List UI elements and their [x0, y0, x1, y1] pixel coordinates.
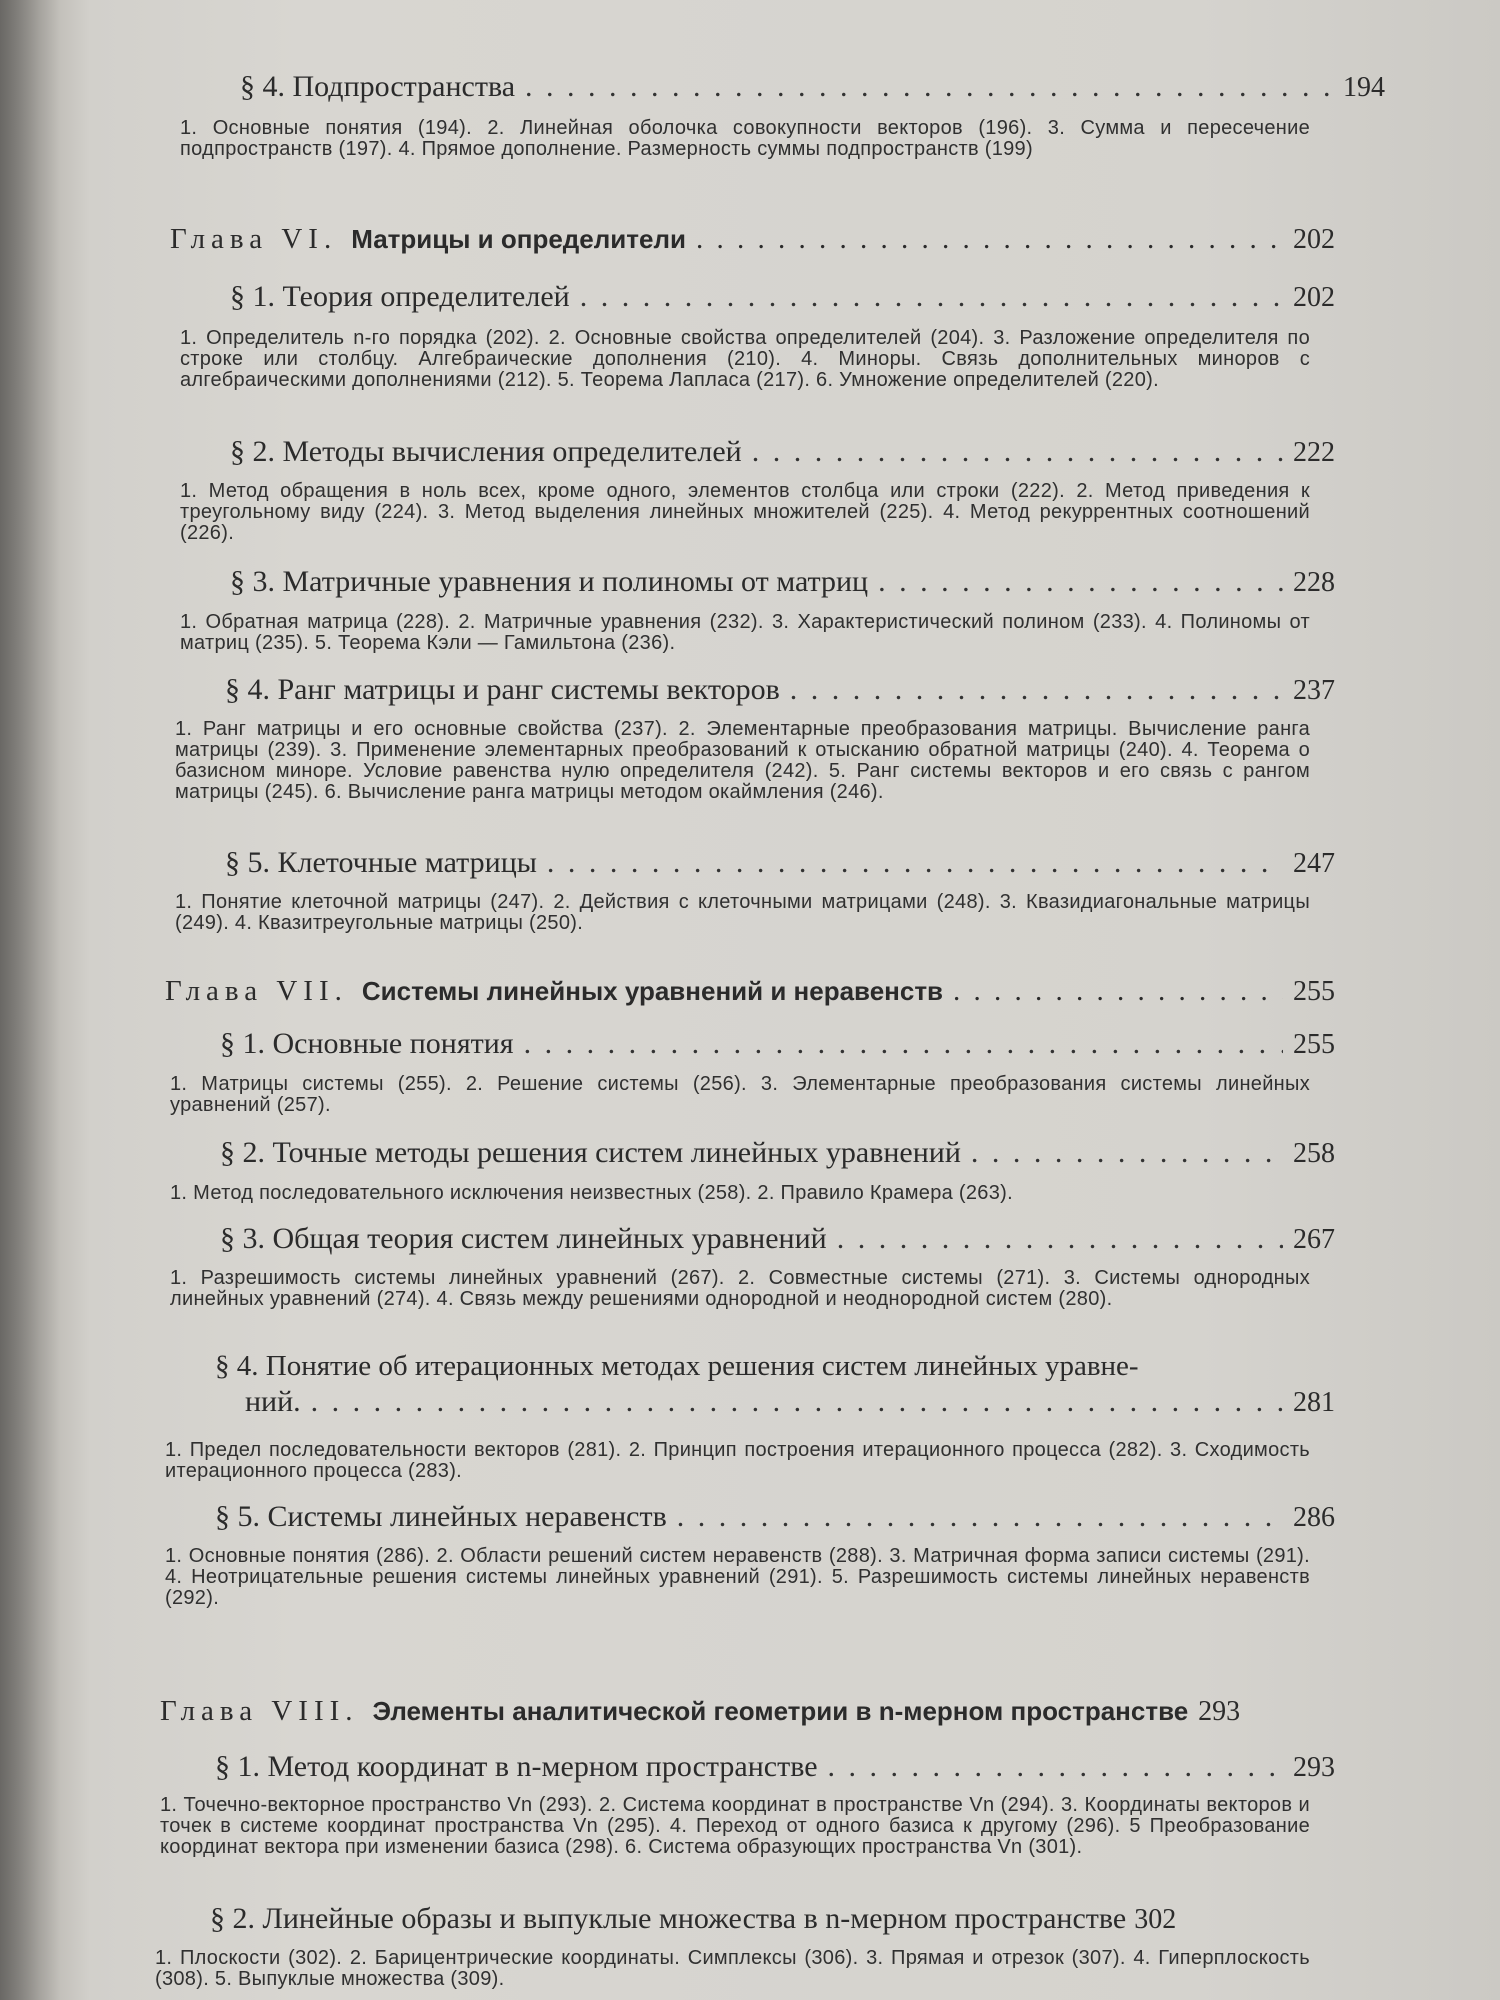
subsection-list: 1. Плоскости (302). 2. Барицентрические координаты. Симплексы (306). 3. Прямая и отрезок (307). 4. Гиперплоскость (308). 5. Выпуклые множества (309).	[155, 1947, 1310, 1990]
toc-chapter-entry	[155, 223, 1335, 256]
toc-section-entry	[155, 1902, 1335, 1936]
toc-section-entry	[155, 435, 1335, 469]
dot-leader	[953, 975, 1283, 1008]
subsection-list: 1. Точечно-векторное пространство Vn (293). 2. Система координат в пространстве Vn (294). 3. Координаты векторов и точек в системе координат пространства Vn (295). 4. Переход от одного базиса к другому (296). 5 Преобразование координат вектора при изменении базиса (298). 6. Система образующих пространства Vn (301).	[160, 1794, 1310, 1858]
page-number: 293	[1293, 1752, 1335, 1783]
page-number: 247	[1293, 848, 1335, 879]
toc-chapter-entry	[155, 1695, 1335, 1728]
subsection-list: 1. Понятие клеточной матрицы (247). 2. Действия с клеточными матрицами (248). 3. Квазидиагональные матрицы (249). 4. Квазитреугольные матрицы (250).	[175, 891, 1310, 934]
subsection-list: 1. Ранг матрицы и его основные свойства (237). 2. Элементарные преобразования матрицы. Вычисление ранга матрицы (239). 3. Применение элементарных преобразований к отысканию обратной матрицы (240). 4. Теорема о базисном миноре. Условие равенства нулю определителя (242). 5. Ранг системы векторов и его связь с рангом матрицы (245). 6. Вычисление ранга матрицы методом окаймления (246).	[175, 718, 1310, 803]
page-number: 286	[1293, 1502, 1335, 1533]
toc-section-entry	[155, 1027, 1335, 1061]
chapter-title: Системы линейных уравнений и неравенств	[361, 976, 944, 1006]
toc-section-entry	[155, 1750, 1335, 1784]
chapter-title: Матрицы и определители	[351, 224, 686, 254]
subsection-list: 1. Предел последовательности векторов (281). 2. Принцип построения итерационного процесса (282). 3. Сходимость итерационного процесса (283).	[165, 1439, 1310, 1482]
page-number: 228	[1293, 567, 1335, 598]
subsection-list: 1. Обратная матрица (228). 2. Матричные уравнения (232). 3. Характеристический полином (233). 4. Полиномы от матриц (235). 5. Теорема Кэли — Гамильтона (236).	[180, 611, 1310, 654]
dot-leader	[696, 223, 1283, 256]
chapter-label: Глава VI.	[170, 223, 338, 255]
dot-leader	[878, 565, 1283, 599]
section-title: § 5. Клеточные матрицы	[225, 846, 537, 879]
page-number: 194	[1343, 72, 1385, 103]
section-title: § 4. Ранг матрицы и ранг системы векторов	[225, 673, 780, 706]
toc-section-entry	[155, 70, 1385, 104]
dot-leader	[311, 1385, 1283, 1419]
page-number: 255	[1293, 976, 1335, 1007]
chapter-label: Глава VIII.	[160, 1695, 359, 1727]
page-number: 293	[1198, 1696, 1241, 1727]
dot-leader	[525, 70, 1333, 104]
section-title: § 2. Точные методы решения систем линейных уравнений	[220, 1136, 961, 1169]
dot-leader	[524, 1027, 1283, 1061]
dot-leader	[828, 1750, 1283, 1784]
subsection-list: 1. Определитель n-го порядка (202). 2. Основные свойства определителей (204). 3. Разложение определителя по строке или столбцу. Алгебраические дополнения (210). 4. Миноры. Связь дополнительных миноров с алгебраическими дополнениями (212). 5. Теорема Лапласа (217). 6. Умножение определителей (220).	[180, 327, 1310, 391]
section-title: § 4. Понятие об итерационных методах решения систем линейных уравне-	[215, 1350, 1139, 1382]
toc-section-entry	[155, 1222, 1335, 1256]
section-title-continuation: ний.	[245, 1385, 301, 1418]
dot-leader	[752, 435, 1283, 469]
section-title: § 3. Общая теория систем линейных уравнений	[220, 1222, 827, 1255]
section-title: § 2. Линейные образы и выпуклые множества в n-мерном пространстве	[210, 1902, 1127, 1935]
page-number: 267	[1293, 1224, 1335, 1255]
subsection-list: 1. Метод обращения в ноль всех, кроме одного, элементов столбца или строки (222). 2. Метод приведения к треугольному виду (224). 3. Метод выделения линейных множителей (225). 4. Метод рекуррентных соотношений (226).	[180, 480, 1310, 544]
section-title: § 1. Теория определителей	[230, 280, 570, 313]
section-title: § 2. Методы вычисления определителей	[230, 435, 742, 468]
section-title: § 4. Подпространства	[240, 70, 516, 103]
subsection-list: 1. Основные понятия (194). 2. Линейная оболочка совокупности векторов (196). 3. Сумма и пересечение подпространств (197). 4. Прямое дополнение. Размерность суммы подпространств (199)	[180, 117, 1310, 160]
dot-leader	[971, 1136, 1283, 1170]
toc-section-entry	[155, 1350, 1335, 1419]
page-number: 222	[1293, 437, 1335, 468]
page-number: 202	[1293, 224, 1335, 255]
section-title: § 1. Метод координат в n-мерном пространстве	[215, 1750, 818, 1783]
page-number: 237	[1293, 675, 1335, 706]
subsection-list: 1. Основные понятия (286). 2. Области решений систем неравенств (288). 3. Матричная форма записи системы (291). 4. Неотрицательные решения системы линейных уравнений (291). 5. Разрешимость системы линейных неравенств (292).	[165, 1545, 1310, 1609]
toc-section-entry	[155, 565, 1335, 599]
page-number: 202	[1293, 282, 1335, 313]
page-number: 302	[1134, 1904, 1177, 1935]
toc-section-entry	[155, 280, 1335, 314]
chapter-label: Глава VII.	[165, 975, 348, 1007]
section-title: § 3. Матричные уравнения и полиномы от матриц	[230, 565, 869, 598]
page-number: 281	[1293, 1387, 1335, 1418]
section-title: § 1. Основные понятия	[220, 1027, 514, 1060]
subsection-list: 1. Матрицы системы (255). 2. Решение системы (256). 3. Элементарные преобразования системы линейных уравнений (257).	[170, 1073, 1310, 1116]
page-number: 258	[1293, 1138, 1335, 1169]
book-spine-shadow	[0, 0, 60, 2000]
toc-section-entry	[155, 673, 1335, 707]
toc-section-entry	[155, 1136, 1335, 1170]
dot-leader	[547, 846, 1283, 880]
toc-section-entry	[155, 846, 1335, 880]
dot-leader	[677, 1500, 1283, 1534]
toc-chapter-entry	[155, 975, 1335, 1008]
page-number: 255	[1293, 1029, 1335, 1060]
dot-leader	[580, 280, 1283, 314]
dot-leader	[790, 673, 1283, 707]
subsection-list: 1. Разрешимость системы линейных уравнений (267). 2. Совместные системы (271). 3. Системы однородных линейных уравнений (274). 4. Связь между решениями однородной и неоднородной систем (280).	[170, 1267, 1310, 1310]
section-title: § 5. Системы линейных неравенств	[215, 1500, 667, 1533]
chapter-title: Элементы аналитической геометрии в n-мерном пространстве	[372, 1696, 1189, 1726]
subsection-list: 1. Метод последовательного исключения неизвестных (258). 2. Правило Крамера (263).	[170, 1182, 1013, 1204]
dot-leader	[837, 1222, 1283, 1256]
toc-section-entry	[155, 1500, 1335, 1534]
